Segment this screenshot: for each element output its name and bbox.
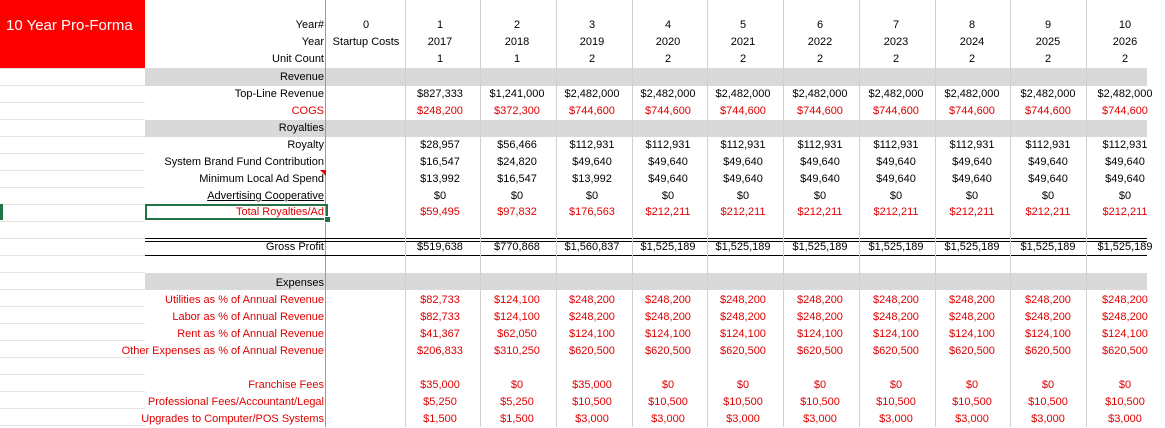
cell[interactable]: $519,638 [417,241,463,253]
cell[interactable]: $10,500 [952,396,992,408]
cell[interactable]: $744,600 [949,105,995,117]
column-gridline [632,0,633,427]
cell[interactable]: $212,211 [720,206,766,218]
cell[interactable]: $248,200 [949,294,995,306]
cell[interactable]: $59,495 [420,206,460,218]
cell[interactable]: $744,600 [1025,105,1071,117]
row-utilities [0,292,1147,309]
cell[interactable]: $1,525,189 [792,241,848,253]
cell[interactable]: $0 [433,190,447,202]
cell[interactable]: 2026 [1112,36,1138,48]
section-royalties [0,120,1147,137]
cell[interactable]: $49,640 [800,173,840,185]
row-year [0,34,1147,51]
cell[interactable]: $0 [510,379,524,391]
cell[interactable]: 2 [588,53,596,65]
cell[interactable]: $49,640 [572,156,612,168]
cell[interactable]: 2 [968,53,976,65]
cell[interactable]: $1,525,189 [1097,241,1153,253]
cell[interactable]: $248,200 [797,294,843,306]
row-year-number [0,17,1147,34]
cell[interactable]: $124,100 [1102,328,1148,340]
row-label: Total Royalties/Ad [235,206,324,218]
cell[interactable]: $112,931 [949,139,995,151]
cell[interactable]: $5,250 [500,396,534,408]
cell[interactable]: $3,000 [726,413,760,425]
row-unit-count [0,51,1147,68]
cell[interactable]: $248,200 [645,294,691,306]
cell[interactable]: 2 [892,53,900,65]
row-label: Franchise Fees [248,379,324,391]
fill-handle[interactable] [324,216,331,223]
cell[interactable]: 2021 [730,36,756,48]
cell[interactable]: $13,992 [420,173,460,185]
cell[interactable]: 2024 [959,36,985,48]
cell[interactable]: $0 [1041,379,1055,391]
cell[interactable]: $1,500 [500,413,534,425]
cell[interactable]: $2,482,000 [944,88,1000,100]
cell[interactable]: 2020 [655,36,681,48]
cell[interactable]: $0 [736,190,750,202]
cell[interactable]: $56,466 [497,139,537,151]
cell[interactable]: $206,833 [417,345,463,357]
cell[interactable]: 9 [1044,19,1052,31]
cell[interactable]: $35,000 [420,379,460,391]
cell[interactable]: $744,600 [1102,105,1148,117]
cell[interactable]: $13,992 [572,173,612,185]
cell[interactable]: $372,300 [494,105,540,117]
cell[interactable]: $620,500 [1102,345,1148,357]
cell[interactable]: $2,482,000 [640,88,696,100]
column-gridline [405,0,406,427]
section-label: Royalties [278,122,324,134]
cell[interactable]: $112,931 [873,139,919,151]
cell[interactable]: $112,931 [645,139,691,151]
cell[interactable]: 2023 [883,36,909,48]
cell[interactable]: $248,200 [1025,294,1071,306]
cell[interactable]: $2,482,000 [1020,88,1076,100]
cell[interactable]: $2,482,000 [1097,88,1153,100]
cell[interactable]: $35,000 [572,379,612,391]
row-label: Gross Profit [265,241,324,253]
row-top-line-revenue [0,86,1153,103]
cell[interactable]: $124,100 [569,328,615,340]
cell[interactable]: $49,640 [952,156,992,168]
cell[interactable]: $62,050 [497,328,537,340]
cell[interactable]: $10,500 [800,396,840,408]
section-label: Revenue [279,71,324,83]
section-expenses [0,275,1147,292]
cell[interactable]: 2018 [504,36,530,48]
cell[interactable]: 5 [739,19,747,31]
cell[interactable]: $0 [661,379,675,391]
cell[interactable]: $28,957 [420,139,460,151]
cell[interactable]: $248,200 [1025,311,1071,323]
cell[interactable]: 2019 [579,36,605,48]
cell[interactable]: $212,211 [1102,206,1148,218]
cell[interactable]: $620,500 [569,345,615,357]
cell[interactable]: $49,640 [876,173,916,185]
cell[interactable]: $2,482,000 [564,88,620,100]
cell[interactable]: $124,100 [949,328,995,340]
cell[interactable]: $124,100 [645,328,691,340]
row-label: Unit Count [272,53,324,65]
cell[interactable]: $1,525,189 [640,241,696,253]
row-label: Advertising Cooperative [207,190,324,202]
cell[interactable]: $124,100 [1025,328,1071,340]
cell[interactable]: $49,640 [648,173,688,185]
row-label: Utilities as % of Annual Revenue [165,294,324,306]
cell[interactable]: $0 [1041,190,1055,202]
cell[interactable]: $49,640 [1028,156,1068,168]
cell[interactable]: $112,931 [569,139,615,151]
cell[interactable]: $2,482,000 [792,88,848,100]
cell[interactable]: 1 [436,53,444,65]
cell[interactable]: $248,200 [797,311,843,323]
row-brand-fund [0,154,1147,171]
cell[interactable]: $97,832 [497,206,537,218]
cell[interactable]: $112,931 [720,139,766,151]
cell[interactable]: $1,525,189 [868,241,924,253]
cell[interactable]: $212,211 [949,206,995,218]
cell[interactable]: $82,733 [420,311,460,323]
cell[interactable]: $744,600 [873,105,919,117]
cell[interactable]: $0 [965,379,979,391]
cell[interactable]: $16,547 [420,156,460,168]
cell[interactable]: $112,931 [797,139,843,151]
cell[interactable]: 3 [588,19,596,31]
cell[interactable]: $310,250 [494,345,540,357]
cell[interactable]: $124,100 [494,311,540,323]
cell[interactable]: 4 [664,19,672,31]
cell[interactable]: $620,500 [1025,345,1071,357]
row-label: Year# [295,19,324,31]
cell[interactable]: $248,200 [720,311,766,323]
cell[interactable]: $3,000 [803,413,837,425]
cell[interactable]: $49,640 [1105,173,1145,185]
cell[interactable]: $124,100 [797,328,843,340]
cell[interactable]: $82,733 [420,294,460,306]
cell[interactable]: $744,600 [720,105,766,117]
row-labor [0,309,1147,326]
cell[interactable]: $212,211 [797,206,843,218]
cell[interactable]: $620,500 [873,345,919,357]
cell[interactable]: $744,600 [797,105,843,117]
cell[interactable]: $49,640 [1105,156,1145,168]
cell[interactable]: $744,600 [645,105,691,117]
cell[interactable]: $212,211 [873,206,919,218]
active-cell-selection[interactable] [145,204,328,220]
row-local-ad [0,171,1147,188]
cell[interactable]: 2017 [427,36,453,48]
row-label: Rent as % of Annual Revenue [177,328,324,340]
cell[interactable]: $3,000 [651,413,685,425]
cell[interactable]: $248,200 [569,311,615,323]
cell[interactable]: $248,200 [873,294,919,306]
cell[interactable]: $3,000 [955,413,989,425]
cell[interactable]: $1,500 [423,413,457,425]
cell[interactable]: $49,640 [952,173,992,185]
row-royalty [0,137,1147,154]
cell[interactable]: $49,640 [800,156,840,168]
cell[interactable]: $5,250 [423,396,457,408]
cell[interactable]: $16,547 [497,173,537,185]
cell[interactable]: $112,931 [1102,139,1148,151]
row-label: Professional Fees/Accountant/Legal [147,396,324,408]
cell[interactable]: $620,500 [720,345,766,357]
cell[interactable]: 10 [1118,19,1132,31]
cell[interactable]: 2022 [807,36,833,48]
cell[interactable]: $49,640 [1028,173,1068,185]
row-label: Year [301,36,324,48]
gutter-gridline [0,374,145,375]
gutter-gridline [0,221,145,222]
cell[interactable]: $212,211 [645,206,691,218]
cell[interactable]: $1,241,000 [489,88,545,100]
cell[interactable]: $248,200 [873,311,919,323]
row-upgrades [0,411,1147,428]
cell[interactable]: $0 [1118,379,1132,391]
cell[interactable]: $212,211 [1025,206,1071,218]
cell[interactable]: $0 [965,190,979,202]
cell[interactable]: 2 [1121,53,1129,65]
column-gridline [480,0,481,427]
cell[interactable]: $620,500 [645,345,691,357]
cell[interactable]: $0 [510,190,524,202]
section-revenue [0,69,1147,86]
cell[interactable]: $10,500 [876,396,916,408]
cell[interactable]: $248,200 [569,294,615,306]
row-label: Other Expenses as % of Annual Revenue [121,345,324,357]
column-gridline [1010,0,1011,427]
cell[interactable]: 2 [513,19,521,31]
column-gridline [707,0,708,427]
row-rent [0,326,1147,343]
cell[interactable]: $827,333 [417,88,463,100]
cell[interactable]: $1,525,189 [1020,241,1076,253]
cell[interactable]: $0 [813,190,827,202]
cell[interactable]: $124,100 [494,294,540,306]
cell[interactable]: $620,500 [797,345,843,357]
cell[interactable]: $10,500 [648,396,688,408]
cell[interactable]: $0 [889,379,903,391]
cell[interactable]: 0 [362,19,370,31]
cell[interactable]: $248,200 [949,311,995,323]
cell[interactable]: $3,000 [879,413,913,425]
cell[interactable]: $248,200 [1102,311,1148,323]
cell[interactable]: $248,200 [720,294,766,306]
cell[interactable]: $248,200 [417,105,463,117]
cell[interactable]: 1 [513,53,521,65]
cell[interactable]: $2,482,000 [868,88,924,100]
cell[interactable]: $49,640 [876,156,916,168]
cell[interactable]: $3,000 [575,413,609,425]
cell[interactable]: 2025 [1035,36,1061,48]
cell[interactable]: $0 [889,190,903,202]
cell[interactable]: $2,482,000 [715,88,771,100]
cell[interactable]: $10,500 [572,396,612,408]
row-label: COGS [291,105,324,117]
cell[interactable]: $112,931 [1025,139,1071,151]
cell[interactable]: $3,000 [1108,413,1142,425]
row-professional-fees [0,394,1147,411]
cell[interactable]: 2 [664,53,672,65]
row-label: Minimum Local Ad Spend [199,173,324,185]
row-label: Top-Line Revenue [234,88,324,100]
sheet-title: 10 Year Pro-Forma [6,17,133,34]
cell[interactable]: 8 [968,19,976,31]
cell[interactable]: 1 [436,19,444,31]
cell[interactable]: $41,367 [420,328,460,340]
cell[interactable]: $620,500 [949,345,995,357]
row-ad-coop [0,188,1147,205]
cell[interactable]: $10,500 [1105,396,1145,408]
cell[interactable]: $124,100 [720,328,766,340]
column-gridline [783,0,784,427]
cell[interactable]: 2 [816,53,824,65]
cell[interactable]: $10,500 [723,396,763,408]
row-label: Labor as % of Annual Revenue [172,311,324,323]
row-franchise-fees [0,377,1147,394]
cell[interactable]: $0 [813,379,827,391]
cell[interactable]: $176,563 [569,206,615,218]
cell[interactable]: $0 [661,190,675,202]
cell[interactable]: $3,000 [1031,413,1065,425]
cell[interactable]: $49,640 [723,173,763,185]
cell[interactable]: 2 [739,53,747,65]
cell[interactable]: $124,100 [873,328,919,340]
cell[interactable]: $1,525,189 [944,241,1000,253]
row-other-expenses [0,343,1147,360]
row-label: System Brand Fund Contribution [164,156,324,168]
column-gridline [859,0,860,427]
cell[interactable]: $0 [736,379,750,391]
cell[interactable]: $0 [1118,190,1132,202]
row-label: Upgrades to Computer/POS Systems [141,413,324,425]
cell[interactable]: 7 [892,19,900,31]
cell[interactable]: $0 [585,190,599,202]
cell[interactable]: $744,600 [569,105,615,117]
cell[interactable]: $1,525,189 [715,241,771,253]
column-gridline [935,0,936,427]
gutter-gridline [0,272,145,273]
column-gridline [556,0,557,427]
cell[interactable]: 2 [1044,53,1052,65]
comment-indicator-icon[interactable] [320,170,326,176]
cell[interactable]: 6 [816,19,824,31]
cell[interactable]: $49,640 [648,156,688,168]
cell[interactable]: $248,200 [645,311,691,323]
row-gross-profit [0,239,1153,256]
cell[interactable]: $24,820 [497,156,537,168]
section-label: Expenses [275,277,324,289]
cell[interactable]: Startup Costs [332,36,400,48]
cell[interactable]: $49,640 [723,156,763,168]
row-label: Royalty [287,139,324,151]
cell[interactable]: $10,500 [1028,396,1068,408]
cell[interactable]: $770,868 [494,241,540,253]
column-gridline [1086,0,1087,427]
cell[interactable]: $248,200 [1102,294,1148,306]
row-cogs [0,103,1147,120]
cell[interactable]: $1,560,837 [564,241,620,253]
